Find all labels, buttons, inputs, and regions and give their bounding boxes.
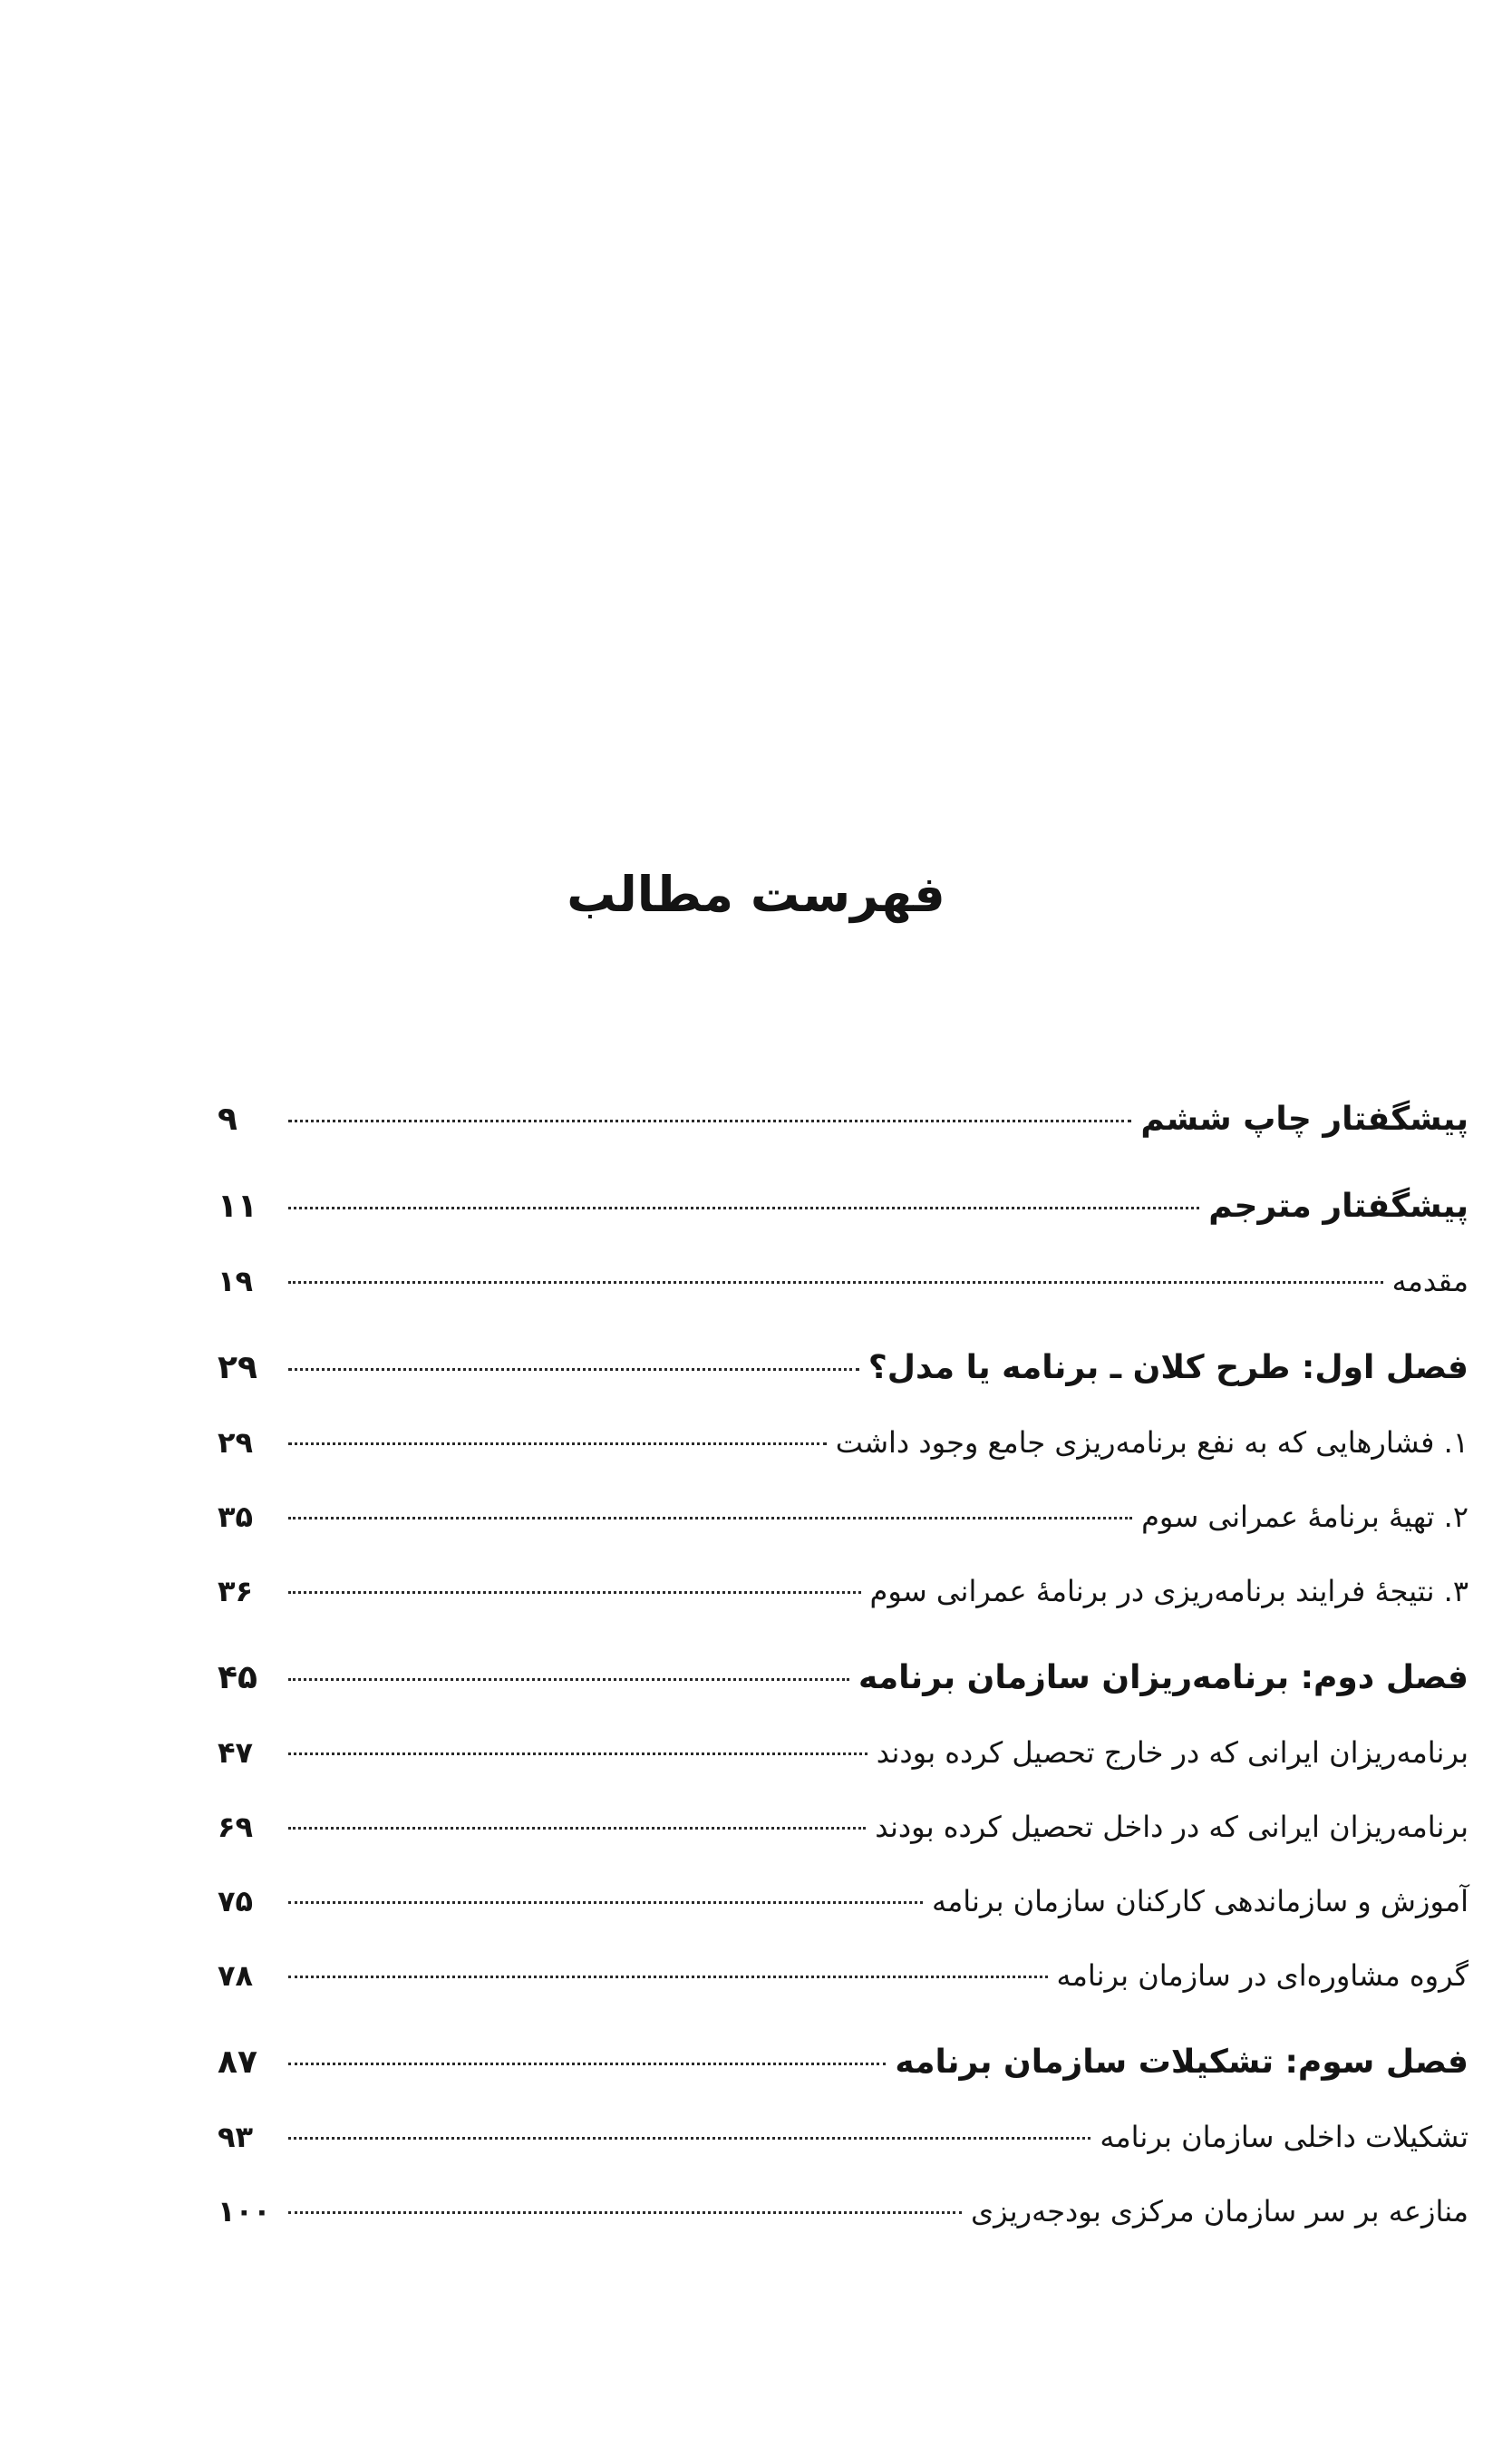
toc-entry-label: گروه مشاوره‌ای در سازمان برنامه	[1056, 1958, 1468, 1993]
toc-entry	[218, 2174, 1468, 2248]
toc-entry-label: ۳. نتیجهٔ فرایند برنامه‌ریزی در برنامهٔ عمرانی سوم	[869, 1574, 1468, 1608]
toc-leader-dots	[288, 2063, 886, 2065]
toc-leader-dots	[288, 1368, 859, 1371]
toc-leader-dots	[288, 1901, 923, 1904]
toc-leader-dots	[288, 1281, 1383, 1284]
toc-leader-dots	[288, 1207, 1199, 1209]
toc-entry-label: فصل سوم: تشکیلات سازمان برنامه	[895, 2044, 1468, 2081]
toc-entry-label: منازعه بر سر سازمان مرکزی بودجه‌ریزی	[971, 2194, 1468, 2228]
toc-entry-page: ۳۵	[218, 1500, 254, 1534]
toc-entry-label: برنامه‌ریزان ایرانی که در داخل تحصیل کرده بودند	[875, 1810, 1468, 1844]
toc-entry-page: ۹	[218, 1101, 237, 1138]
toc-entry-page: ۴۷	[218, 1735, 254, 1770]
toc-leader-dots	[288, 2211, 962, 2214]
toc-entry-page: ۲۹	[218, 1349, 257, 1386]
toc-entry	[218, 1405, 1468, 1480]
toc-leader-dots	[288, 1120, 1131, 1122]
toc-entry-page: ۲۹	[218, 1425, 254, 1460]
toc-entry-page: ۶۹	[218, 1810, 254, 1844]
toc-entry	[218, 1864, 1468, 1938]
toc-entry	[218, 1083, 1468, 1157]
toc-entry-page: ۱۹	[218, 1264, 254, 1298]
toc-leader-dots	[288, 2137, 1090, 2140]
toc-entry	[218, 1938, 1468, 2013]
toc-entry	[218, 1244, 1468, 1318]
toc-entry	[218, 1554, 1468, 1628]
toc-entry	[218, 1331, 1468, 1405]
toc-entry-page: ۴۵	[218, 1659, 257, 1696]
toc-entry	[218, 2100, 1468, 2174]
toc-entry-page: ۷۸	[218, 1958, 254, 1993]
toc-entry-label: فصل دوم: برنامه‌ریزان سازمان برنامه	[858, 1659, 1468, 1696]
toc-entry-label: فصل اول: طرح کلان ـ برنامه یا مدل؟	[867, 1349, 1468, 1386]
toc-leader-dots	[288, 1678, 849, 1681]
toc-entry-label: مقدمه	[1391, 1264, 1468, 1298]
toc-entry-label: ۱. فشارهایی که به نفع برنامه‌ریزی جامع وجود داشت	[835, 1425, 1468, 1460]
toc-entry	[218, 1170, 1468, 1244]
toc-entry	[218, 1480, 1468, 1554]
toc-entry-label: برنامه‌ریزان ایرانی که در خارج تحصیل کرده بودند	[876, 1735, 1468, 1770]
page-title: فهرست مطالب	[567, 866, 945, 923]
toc-entry-page: ۸۷	[218, 2044, 257, 2081]
toc-leader-dots	[288, 1753, 867, 1755]
toc-leader-dots	[288, 1591, 861, 1594]
toc-entry	[218, 1790, 1468, 1864]
toc-entry-label: پیشگفتار مترجم	[1208, 1188, 1468, 1225]
toc-leader-dots	[288, 1827, 866, 1830]
toc-entry	[218, 2025, 1468, 2100]
toc-entry-label: آموزش و سازماندهی کارکنان سازمان برنامه	[931, 1884, 1468, 1918]
toc-leader-dots	[288, 1976, 1048, 1978]
toc-entry-page: ۱۱	[218, 1188, 257, 1225]
toc-entry	[218, 1641, 1468, 1715]
table-of-contents	[218, 1070, 1468, 2248]
toc-entry-label: ۲. تهیهٔ برنامهٔ عمرانی سوم	[1141, 1500, 1468, 1534]
toc-entry-label: پیشگفتار چاپ ششم	[1140, 1101, 1468, 1138]
toc-leader-dots	[288, 1517, 1132, 1519]
toc-entry-label: تشکیلات داخلی سازمان برنامه	[1100, 2120, 1468, 2154]
toc-entry-page: ۷۵	[218, 1884, 254, 1918]
toc-entry-page: ۹۳	[218, 2120, 254, 2154]
toc-entry	[218, 1715, 1468, 1790]
toc-entry-page: ۳۶	[218, 1574, 254, 1608]
toc-entry-page: ۱۰۰	[218, 2194, 271, 2228]
toc-leader-dots	[288, 1442, 827, 1445]
